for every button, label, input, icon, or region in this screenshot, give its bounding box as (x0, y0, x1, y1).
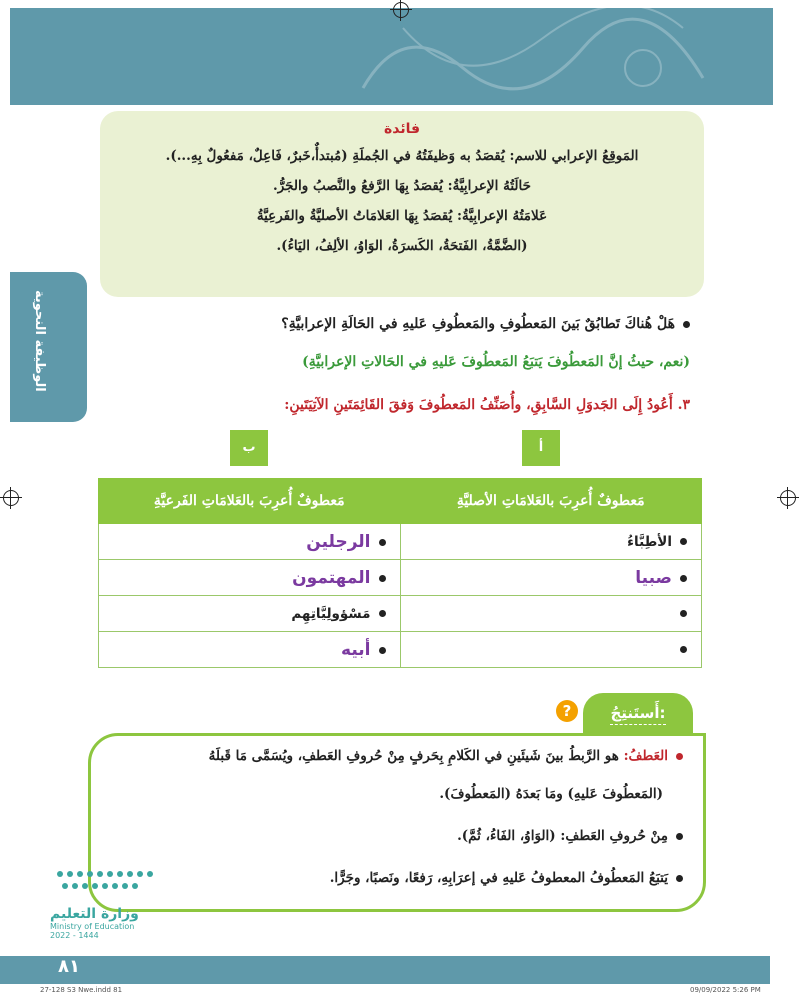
question (281, 316, 690, 332)
cell: الأطِبَّاءُ (627, 533, 672, 550)
fact-box (100, 111, 704, 297)
registration-mark (3, 490, 19, 506)
arabesque-pattern (343, 8, 773, 105)
ministry-year: 2022 - 1444 (50, 931, 99, 940)
conclusion-definition (209, 748, 683, 764)
bullet (676, 833, 683, 840)
cell: أبيه (341, 639, 371, 660)
conclusion-point (330, 870, 683, 886)
cell: الرجلين (306, 531, 371, 552)
conclusion-tab (583, 693, 693, 733)
table-row (99, 524, 702, 560)
definition-text: هو الرَّبطُ بينَ شَيئَينِ في الكَلامِ بِحَرفٍ مِنْ حُروفِ العَطفِ، ويُسَمَّى مَا قَبلَهُ (208, 748, 619, 764)
table-row (99, 632, 702, 668)
task-instruction: ٣. أَعُودُ إِلَى الجَدوَلِ السَّابِقِ، وأُصَنِّفُ المَعطُوفَ وَفقَ القَائِمَتَينِ الآتِيَتَينِ: (284, 397, 690, 413)
fact-line: حَالَتُهُ الإعرابِيَّةُ: يُقصَدُ بِهَا الرَّفعُ والنَّصبُ والجَرُّ. (273, 178, 531, 194)
conclusion-definition-cont: (المَعطُوفَ عَليهِ) ومَا بَعدَهُ (المَعطُوفَ). (439, 786, 663, 802)
top-banner (10, 8, 773, 105)
fact-line: المَوقِعُ الإعرابي للاسم: يُقصَدُ به وَظيفَتُهُ في الجُملَةِ (مُبتدأٌ،خَبرٌ، فَاعِلٌ، مَفعُولٌ بِهِ...). (165, 148, 639, 164)
ministry-logo (50, 862, 170, 952)
print-slug: 27-128 S3 Nwe.indd 81 (40, 986, 123, 994)
point-text: يَتبَعُ المَعطُوفُ المعطوفُ عَليهِ في إعرَابِهِ، رَفعًا، ونَصبًا، وجَرًّا. (329, 870, 668, 886)
ministry-logo-mark (50, 862, 170, 902)
section-side-tab (10, 272, 87, 422)
term: العَطفُ: (623, 748, 668, 764)
fact-line: (الضَّمَّةُ، الفَتحَةُ، الكَسرَةُ، الوَاوُ، الألِفُ، اليَاءُ). (276, 238, 528, 254)
conclusion-box (88, 733, 706, 912)
cell: مَسْؤولِيَّاتِهِم (291, 605, 371, 622)
page-number: ٨١ (58, 956, 80, 977)
bullet (683, 321, 690, 328)
conclusion-tab-label: أَستَنتِجُ: (610, 702, 665, 725)
table-row (99, 596, 702, 632)
column-label-a: أ (522, 430, 560, 466)
cell: المهتمون (292, 567, 371, 588)
fact-line: عَلامَتُهُ الإعرابِيَّةُ: يُقصَدُ بِهَا العَلامَاتُ الأصليَّةُ والفَرعِيَّةُ (256, 208, 548, 224)
bullet (676, 875, 683, 882)
registration-mark (780, 490, 796, 506)
print-timestamp: 09/09/2022 5:26 PM (690, 986, 761, 994)
lightbulb-icon: ? (556, 700, 578, 722)
point-text: مِنْ حُروفِ العَطفِ: (الوَاوُ، الفَاءُ، ثُمَّ). (457, 828, 668, 844)
table-row (99, 560, 702, 596)
bullet (676, 753, 683, 760)
side-tab-label: الوظيفة النحوية (32, 290, 47, 392)
column-label-b: ب (230, 430, 268, 466)
ministry-name-en: Ministry of Education (50, 922, 135, 931)
classification-table (98, 478, 702, 668)
footer-band (0, 956, 770, 984)
answer: (نعم، حيثُ إنَّ المَعطُوفَ يَتبَعُ المَعطُوفَ عَليهِ في الحَالاتِ الإعرابيَّةِ) (302, 354, 690, 370)
conclusion-point (457, 828, 683, 844)
question-text: هَلْ هُناكَ تَطابُقٌ بَينَ المَعطُوفِ والمَعطُوفِ عَليهِ في الحَالَةِ الإعرابيَّةِ؟ (281, 316, 675, 332)
registration-mark (393, 2, 409, 18)
ministry-name-ar: وزارة التعليم (50, 906, 139, 922)
cell: صبيا (635, 567, 672, 588)
header-original-marks: مَعطوفٌ أُعرِبَ بالعَلامَاتِ الأصليَّةِ (400, 479, 702, 524)
header-secondary-marks: مَعطوفٌ أُعرِبَ بالعَلامَاتِ الفَرعيَّةِ (99, 479, 401, 524)
fact-title: فائدة (383, 121, 421, 137)
